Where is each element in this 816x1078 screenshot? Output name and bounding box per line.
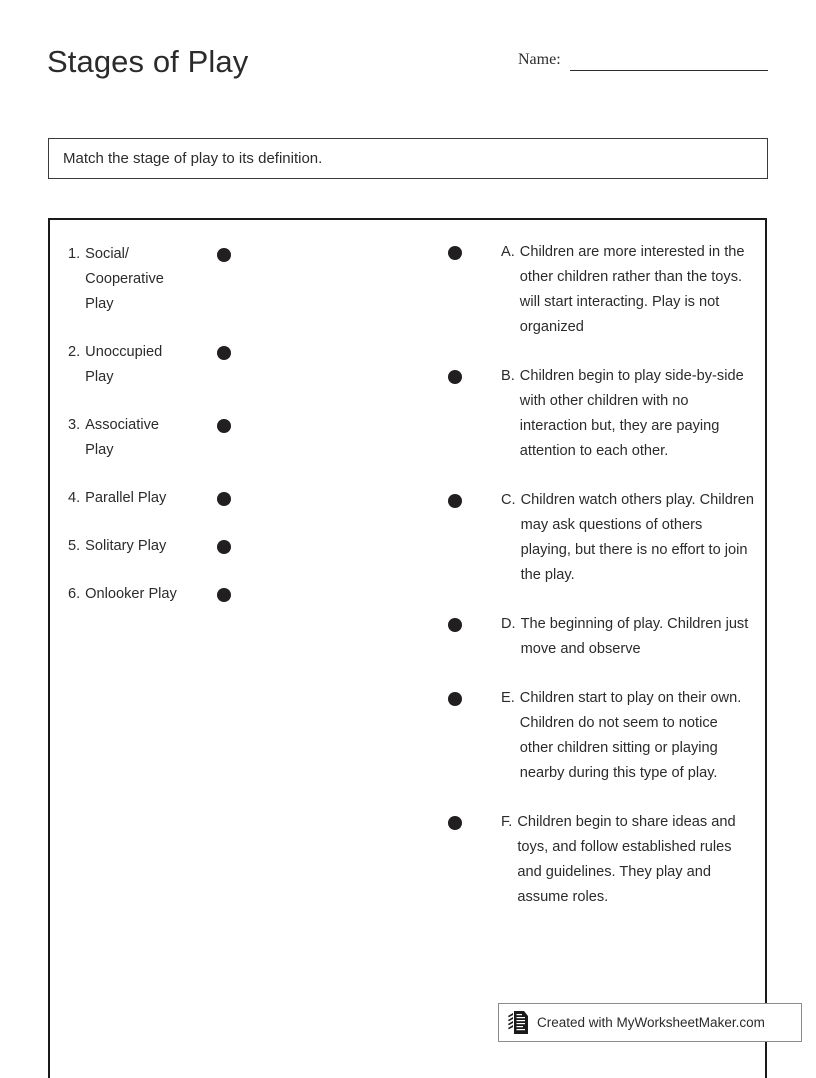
definitions-column [448,220,768,934]
term-number: 4. [68,490,81,506]
terms-column [50,220,300,630]
definition-body: Children start to play on their own. Children do not seem to notice other children sitting or playing nearby during this type of play. [519,690,742,781]
term-match-dot[interactable] [217,492,231,506]
definition-body: The beginning of play. Children just move and observe [520,616,749,657]
term-match-dot[interactable] [217,540,231,554]
term-match-dot[interactable] [217,248,231,262]
definition-match-dot[interactable] [448,692,462,706]
definition-row [448,488,768,588]
definition-text [501,240,754,340]
term-label: Unoccupied Play [85,344,163,385]
definition-row [448,612,768,662]
term-row [50,534,300,559]
name-input-line[interactable] [570,70,768,71]
term-text [50,340,185,390]
definition-letter: D. [501,616,516,632]
definition-letter: A. [501,244,515,260]
definition-row [448,240,768,340]
term-row [50,242,300,317]
definition-letter: F. [501,814,513,830]
name-field-group [518,52,768,71]
definition-text [501,612,754,662]
definition-body: Children are more interested in the other children rather than the toys. will start interacting. Play is not organized [519,244,745,335]
watermark-badge [498,1003,802,1042]
definition-letter: E. [501,690,515,706]
definition-match-dot[interactable] [448,370,462,384]
term-row [50,340,300,390]
definition-text [501,686,754,786]
definition-text [501,488,754,588]
term-text [50,242,185,317]
matching-columns [50,220,765,1078]
term-label: Parallel Play [85,490,167,506]
definition-letter: C. [501,492,516,508]
definition-body: Children begin to share ideas and toys, and follow established rules and guidelines. They play and assume roles. [517,814,736,905]
definition-match-dot[interactable] [448,246,462,260]
definition-row [448,686,768,786]
matching-exercise-box [48,218,767,1078]
term-number: 5. [68,538,81,554]
page-title: Stages of Play [47,44,249,79]
definition-match-dot[interactable] [448,618,462,632]
term-text [50,486,185,511]
definition-match-dot[interactable] [448,816,462,830]
definition-body: Children watch others play. Children may ask questions of others playing, but there is no effort to join the play. [520,492,754,583]
term-number: 1. [68,246,81,262]
watermark-text: Created with MyWorksheetMaker.com [537,1014,765,1030]
definition-text [501,810,754,910]
term-number: 3. [68,417,81,433]
term-text [50,534,185,559]
term-row [50,486,300,511]
term-label: Onlooker Play [85,586,177,602]
definition-text [501,364,754,464]
term-number: 6. [68,586,81,602]
definition-row [448,364,768,464]
term-match-dot[interactable] [217,346,231,360]
term-text [50,582,185,607]
term-row [50,582,300,607]
term-text [50,413,185,463]
term-label: Social/ Cooperative Play [85,246,164,312]
term-number: 2. [68,344,81,360]
term-label: Solitary Play [85,538,167,554]
term-row [50,413,300,463]
definition-letter: B. [501,368,515,384]
instruction-box [48,138,768,179]
worksheet-maker-logo-icon [507,1010,531,1036]
name-label: Name: [518,51,561,68]
term-match-dot[interactable] [217,588,231,602]
term-match-dot[interactable] [217,419,231,433]
term-label: Associative Play [85,417,159,458]
definition-row [448,810,768,910]
instruction-text: Match the stage of play to its definition. [63,149,323,167]
definition-body: Children begin to play side-by-side with other children with no interaction but, they are paying attention to each other. [519,368,744,459]
definition-match-dot[interactable] [448,494,462,508]
